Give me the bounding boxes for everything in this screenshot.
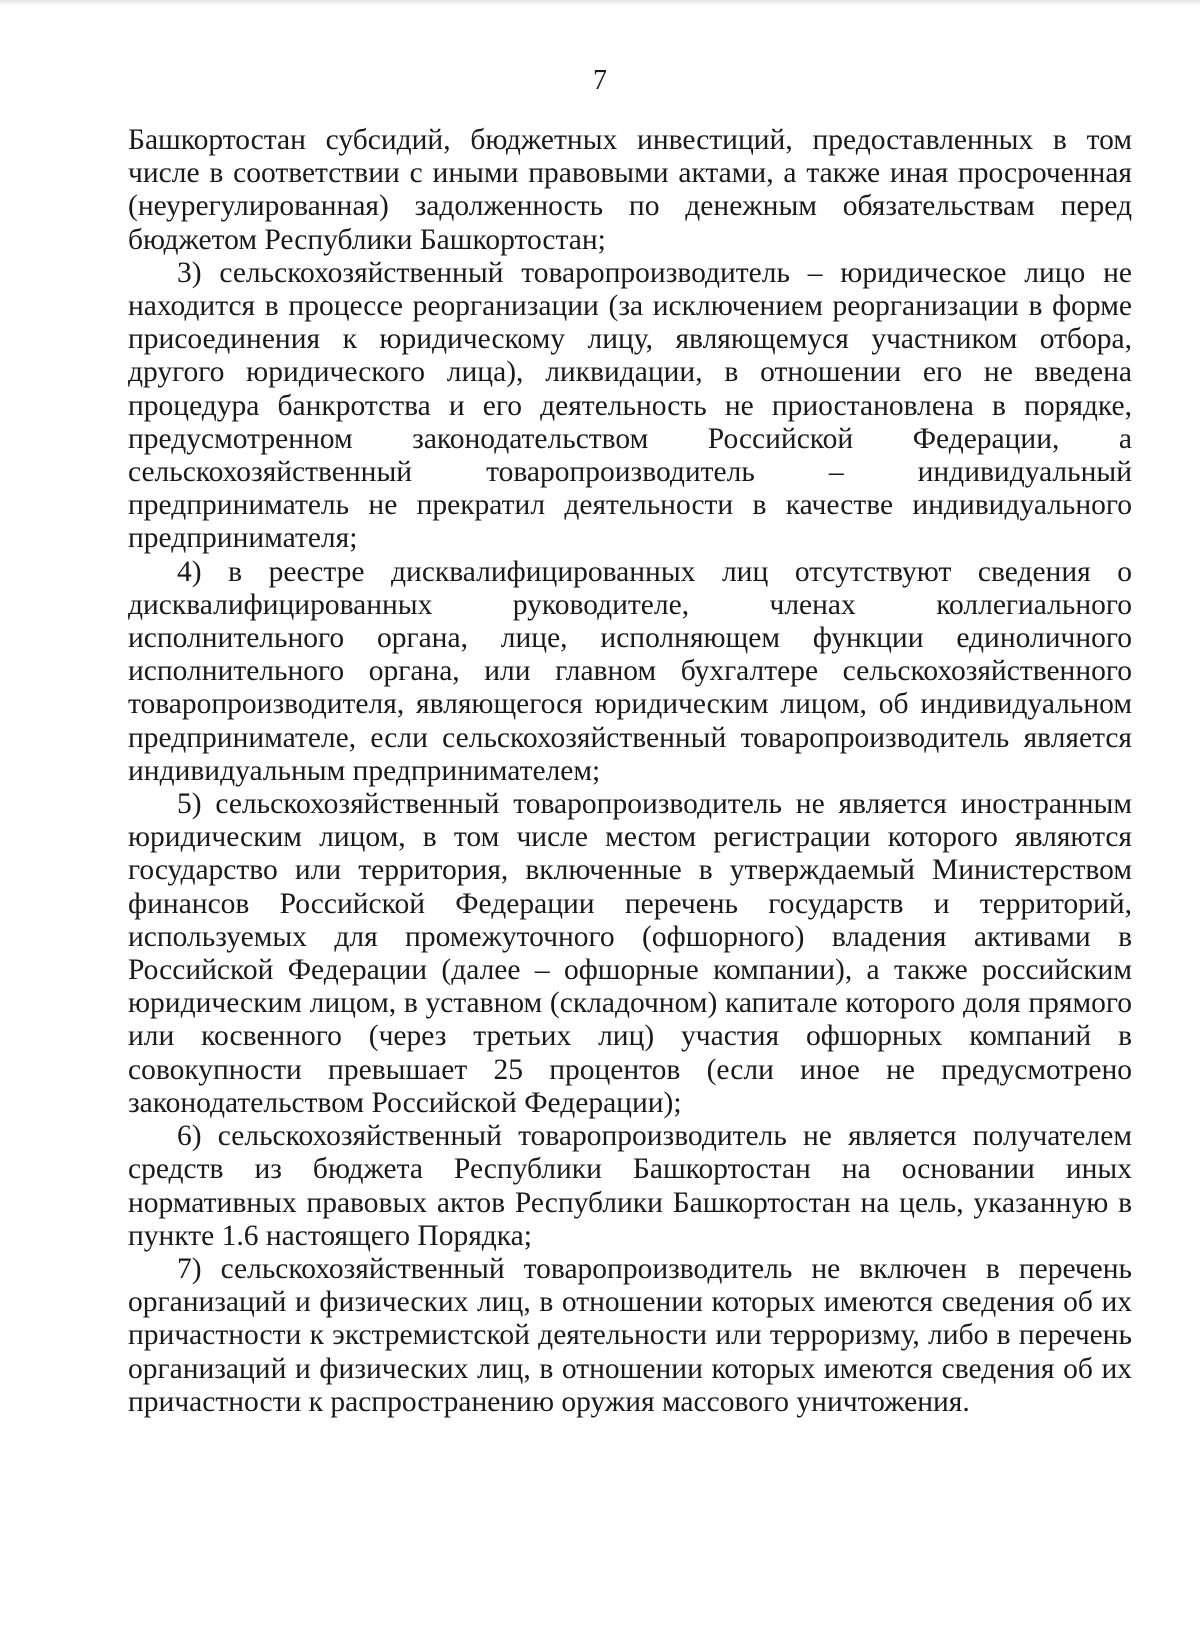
paragraph-item-5: 5) сельскохозяйственный товаропроизводитель не является иностранным юридическим лицом, в том числе местом регистрации которого являются государство или территория, включенные в утверждаемый Министерством финансов Российской Федерации перечень государств и территорий, используемых для промежуточного (офшорного) владения активами в Российской Федерации (далее – офшорные компании), а также российским юридическим лицом, в уставном (складочном) капитале которого доля прямого или косвенного (через третьих лиц) участия офшорных компаний в совокупности превышает 25 процентов (если иное не предусмотрено законодательством Российской Федерации); [128, 788, 1132, 1119]
document-body [128, 124, 1132, 1419]
paragraph-continuation: Башкортостан субсидий, бюджетных инвестиций, предоставленных в том числе в соответствии с иными правовыми актами, а также иная просроченная (неурегулированная) задолженность по денежным обязательствам перед бюджетом Республики Башкортостан; [128, 124, 1132, 256]
page-number: 7 [593, 65, 607, 96]
paragraph-item-4: 4) в реестре дисквалифицированных лиц отсутствуют сведения о дисквалифицированных руководителе, членах коллегиального исполнительного органа, лице, исполняющем функции единоличного исполнительного органа, или главном бухгалтере сельскохозяйственного товаропроизводителя, являющегося юридическим лицом, об индивидуальном предпринимателе, если сельскохозяйственный товаропроизводитель является индивидуальным предпринимателем; [128, 555, 1132, 787]
paragraph-item-3: 3) сельскохозяйственный товаропроизводитель – юридическое лицо не находится в процессе реорганизации (за исключением реорганизации в форме присоединения к юридическому лицу, являющемуся участником отбора, другого юридического лица), ликвидации, в отношении его не введена процедура банкротства и его деятельность не приостановлена в порядке, предусмотренном законодательством Российской Федерации, а сельскохозяйственный товаропроизводитель – индивидуальный предприниматель не прекратил деятельности в качестве индивидуального предпринимателя; [128, 256, 1132, 555]
paragraph-item-7: 7) сельскохозяйственный товаропроизводитель не включен в перечень организаций и физических лиц, в отношении которых имеются сведения об их причастности к экстремистской деятельности или терроризму, либо в перечень организаций и физических лиц, в отношении которых имеются сведения об их причастности к распространению оружия массового уничтожения. [128, 1252, 1132, 1418]
paragraph-item-6: 6) сельскохозяйственный товаропроизводитель не является получателем средств из бюджета Республики Башкортостан на основании иных нормативных правовых актов Республики Башкортостан на цель, указанную в пункте 1.6 настоящего Порядка; [128, 1120, 1132, 1252]
scan-edge-shadow [0, 0, 1200, 6]
